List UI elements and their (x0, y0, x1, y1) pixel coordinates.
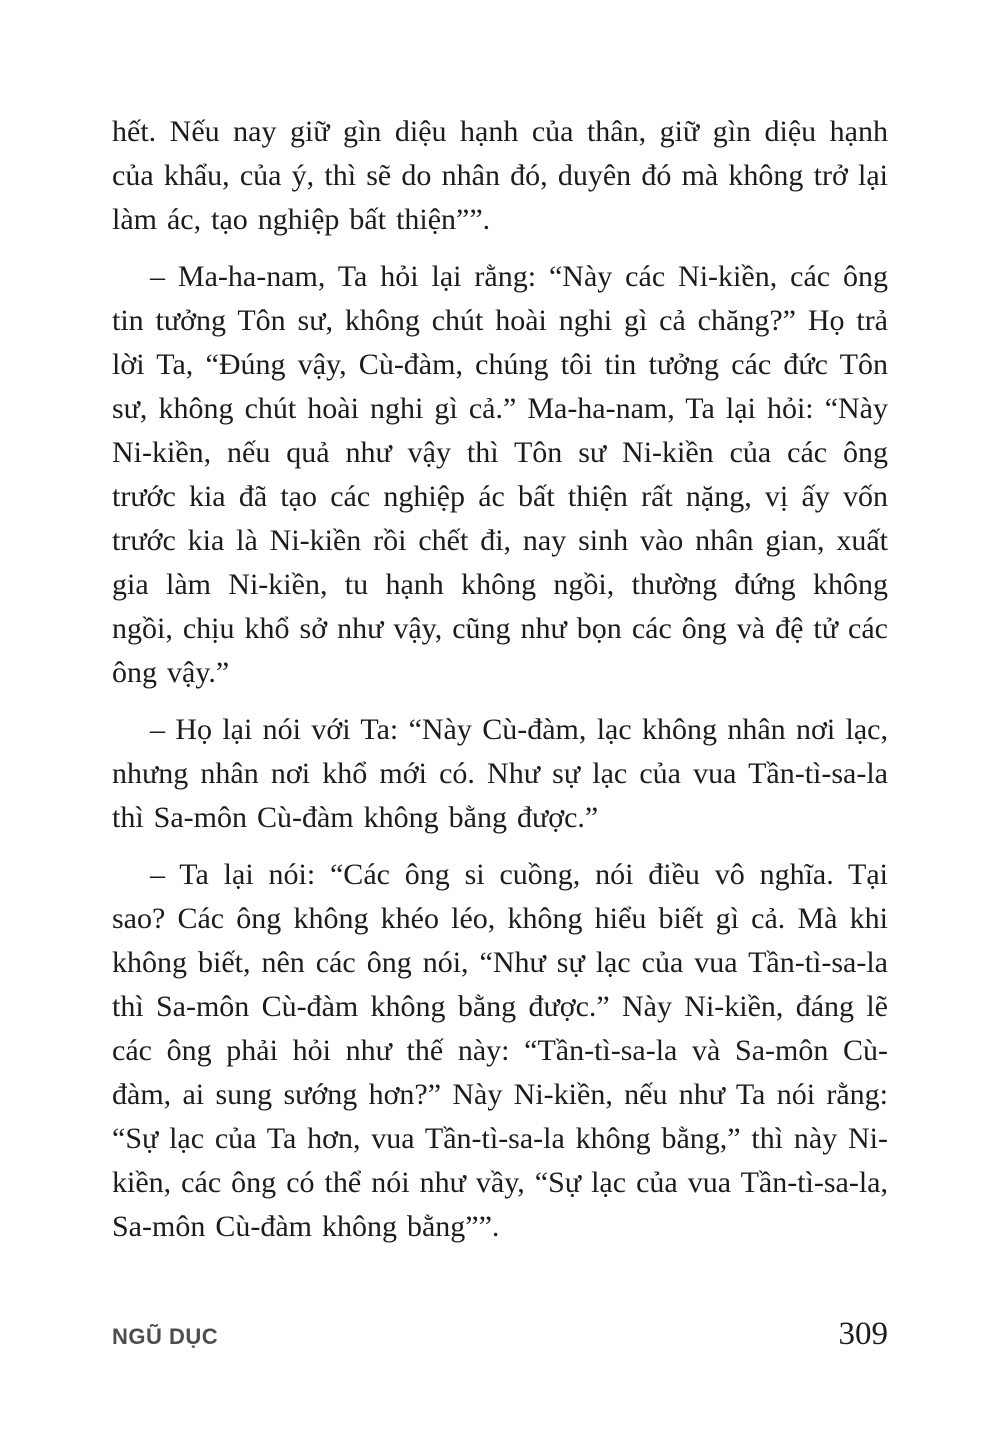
paragraph-dialogue-2: – Họ lại nói với Ta: “Này Cù-đàm, lạc không nhân nơi lạc, nhưng nhân nơi khổ mới có. Như sự lạc của vua Tần-tì-sa-la thì Sa-môn Cù-đàm không bằng được.” (112, 713, 888, 834)
paragraph-dialogue-3: – Ta lại nói: “Các ông si cuồng, nói điều vô nghĩa. Tại sao? Các ông không khéo léo, không hiểu biết gì cả. Mà khi không biết, nên các ông nói, “Như sự lạc của vua Tần-tì-sa-la thì Sa-môn Cù-đàm không bằng được.” Này Ni-kiền, đáng lẽ các ông phải hỏi như thế này: “Tần-tì-sa-la và Sa-môn Cù-đàm, ai sung sướng hơn?” Này Ni-kiền, nếu như Ta nói rằng: “Sự lạc của Ta hơn, vua Tần-tì-sa-la không bằng,” thì này Ni-kiền, các ông có thể nói như vầy, “Sự lạc của vua Tần-tì-sa-la, Sa-môn Cù-đàm không bằng””. (112, 858, 888, 1243)
page-number: 309 (838, 1316, 888, 1352)
body-text (112, 110, 888, 1249)
paragraph-dialogue-1: – Ma-ha-nam, Ta hỏi lại rằng: “Này các Ni-kiền, các ông tin tưởng Tôn sư, không chút hoài nghi gì cả chăng?” Họ trả lời Ta, “Đúng vậy, Cù-đàm, chúng tôi tin tưởng các đức Tôn sư, không chút hoài nghi gì cả.” Ma-ha-nam, Ta lại hỏi: “Này Ni-kiền, nếu quả như vậy thì Tôn sư Ni-kiền của các ông trước kia đã tạo các nghiệp ác bất thiện rất nặng, vị ấy vốn trước kia là Ni-kiền rồi chết đi, nay sinh vào nhân gian, xuất gia làm Ni-kiền, tu hạnh không ngồi, thường đứng không ngồi, chịu khổ sở như vậy, cũng như bọn các ông và đệ tử các ông vậy.” (112, 260, 888, 689)
page-footer (112, 1316, 888, 1353)
running-title: NGŨ DỤC (112, 1324, 219, 1349)
paragraph-continuation: hết. Nếu nay giữ gìn diệu hạnh của thân, giữ gìn diệu hạnh của khẩu, của ý, thì sẽ do nhân đó, duyên đó mà không trở lại làm ác, tạo nghiệp bất thiện””. (112, 115, 888, 236)
